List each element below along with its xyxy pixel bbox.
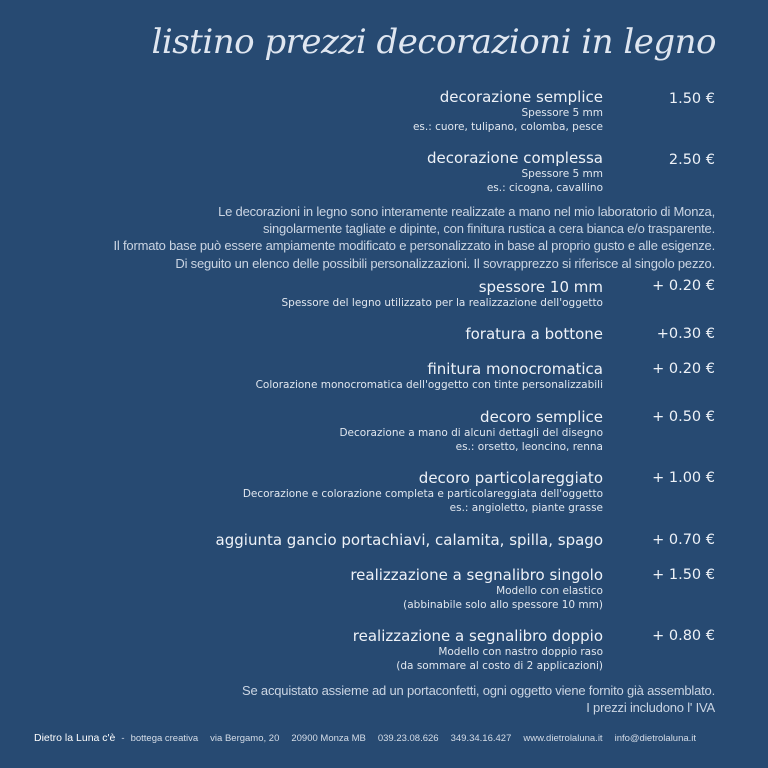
option-decoro-semplice <box>339 408 603 454</box>
item-decorazione-semplice <box>413 88 603 134</box>
option-price: + 0.20 € <box>652 278 715 294</box>
item-desc-line: es.: cicogna, cavallino <box>486 181 603 194</box>
footer <box>34 732 696 744</box>
item-desc-line: es.: cuore, tulipano, colomba, pesce <box>412 120 603 133</box>
item-desc-line: Spessore 5 mm <box>521 107 603 119</box>
footer-website-link[interactable]: www.dietrolaluna.it <box>523 733 603 744</box>
intro-line: Il formato base può essere ampiamente modificato e personalizzato in base al proprio gusto e alle esigenze. <box>113 238 715 254</box>
option-name: finitura monocromatica <box>427 360 603 378</box>
footer-city: 20900 Monza MB <box>291 733 366 744</box>
closing-paragraph <box>242 682 715 716</box>
closing-line: Se acquistato assieme ad un portaconfetti, ogni oggetto viene fornito già assemblato. <box>242 683 715 698</box>
option-desc-line: es.: orsetto, leoncino, renna <box>455 440 603 453</box>
option-desc-line: Colorazione monocromatica dell'oggetto con tinte personalizzabili <box>255 379 603 391</box>
option-price: + 1.00 € <box>652 470 715 486</box>
footer-mobile: 349.34.16.427 <box>450 733 512 744</box>
item-name: decorazione complessa <box>426 149 603 167</box>
item-price: 1.50 € <box>668 91 715 107</box>
option-name: decoro semplice <box>480 408 603 426</box>
option-name: decoro particolareggiato <box>418 469 603 487</box>
option-desc-line: (abbinabile solo allo spessore 10 mm) <box>403 598 603 611</box>
option-aggiunta-gancio <box>216 531 603 550</box>
option-desc-line: Decorazione a mano di alcuni dettagli del disegno <box>339 427 603 439</box>
closing-line: I prezzi includono l' IVA <box>586 700 715 716</box>
footer-brand: Dietro la Luna c'è <box>34 732 116 744</box>
footer-address: via Bergamo, 20 <box>210 733 280 744</box>
option-desc-line: Modello con nastro doppio raso <box>438 646 603 658</box>
option-name: spessore 10 mm <box>478 278 603 296</box>
footer-tagline: bottega creativa <box>130 733 199 744</box>
item-desc-line: Spessore 5 mm <box>521 168 603 180</box>
option-price: + 0.80 € <box>652 628 715 644</box>
option-desc-line: Decorazione e colorazione completa e particolareggiata dell'oggetto <box>242 488 603 500</box>
option-price: + 0.20 € <box>652 361 715 377</box>
option-desc-line: es.: angioletto, piante grasse <box>449 501 603 514</box>
option-price: + 0.70 € <box>652 532 715 548</box>
option-spessore-10mm <box>281 278 603 311</box>
footer-phone: 039.23.08.626 <box>377 733 439 744</box>
option-desc-line: Modello con elastico <box>496 585 603 597</box>
option-price: +0.30 € <box>656 326 715 342</box>
intro-line: Di seguito un elenco delle possibili personalizzazioni. Il sovrapprezzo si riferisce al singolo pezzo. <box>175 255 715 271</box>
footer-email-link[interactable]: info@dietrolaluna.it <box>614 733 697 744</box>
option-name: foratura a bottone <box>465 325 603 343</box>
option-price: + 0.50 € <box>652 409 715 425</box>
option-name: aggiunta gancio portachiavi, calamita, spilla, spago <box>215 531 603 549</box>
option-name: realizzazione a segnalibro singolo <box>350 566 603 584</box>
option-finitura-monocromatica <box>256 360 603 393</box>
option-segnalibro-doppio <box>353 627 603 673</box>
option-desc-line: Spessore del legno utilizzato per la realizzazione dell'oggetto <box>281 297 603 309</box>
option-name: realizzazione a segnalibro doppio <box>352 627 603 645</box>
intro-line: singolarmente tagliate e dipinte, con finitura rustica a cera bianca e/o trasparente. <box>263 221 715 237</box>
intro-paragraph <box>113 203 715 272</box>
intro-line: Le decorazioni in legno sono interamente realizzate a mano nel mio laboratorio di Monza, <box>218 204 715 219</box>
option-decoro-particolareggiato <box>243 469 603 515</box>
item-decorazione-complessa <box>427 149 603 195</box>
option-price: + 1.50 € <box>652 567 715 583</box>
footer-separator: - <box>121 733 125 744</box>
option-desc-line: (da sommare al costo di 2 applicazioni) <box>396 659 603 672</box>
page-title: listino prezzi decorazioni in legno <box>151 22 716 62</box>
item-price: 2.50 € <box>668 152 715 168</box>
option-segnalibro-singolo <box>350 566 603 612</box>
option-foratura-a-bottone <box>465 325 603 344</box>
item-name: decorazione semplice <box>439 88 603 106</box>
